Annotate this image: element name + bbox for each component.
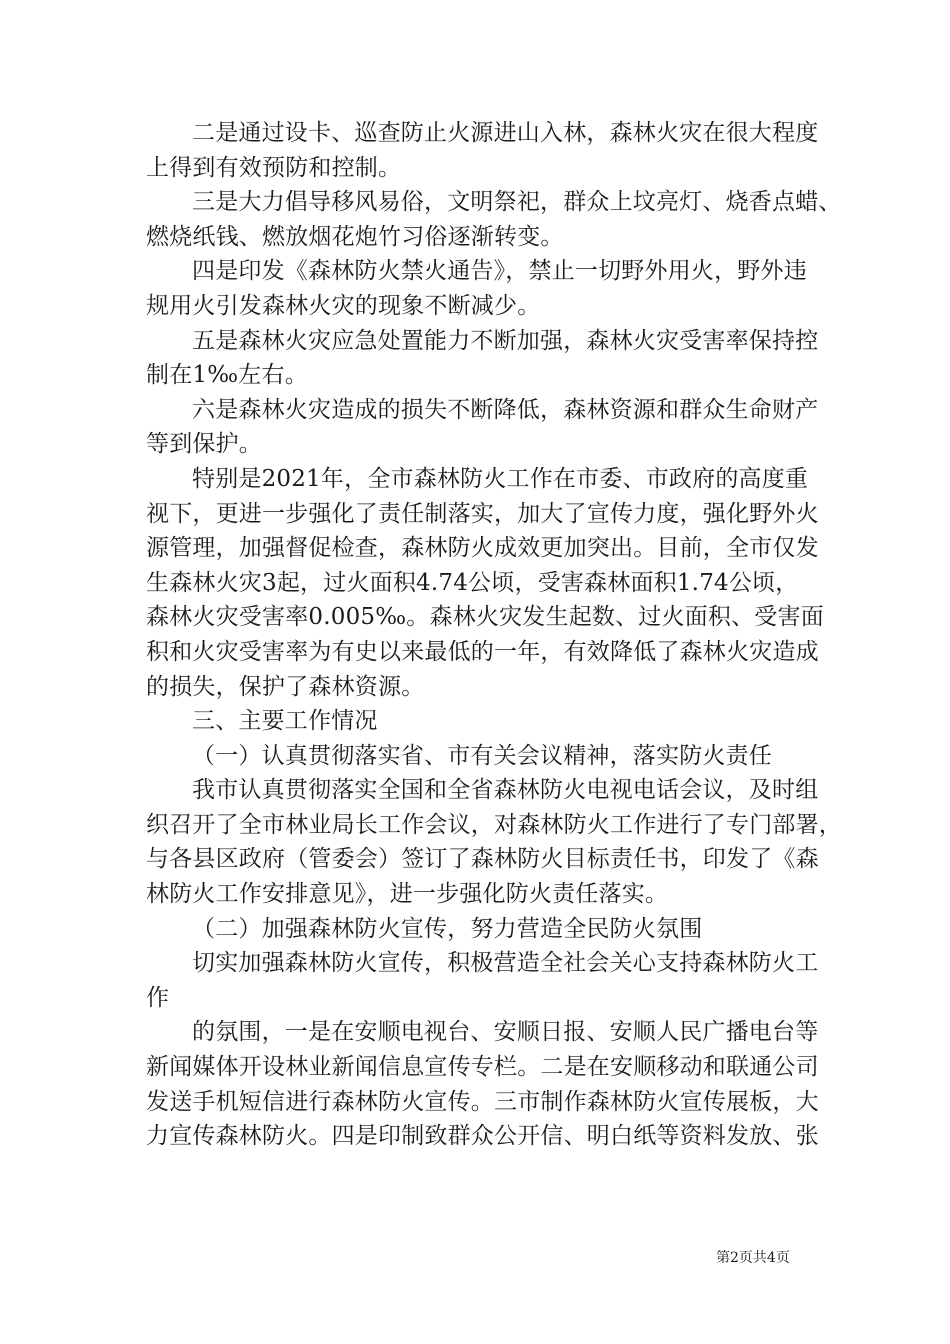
paragraph-line: 燃烧纸钱、燃放烟花炮竹习俗逐渐转变。: [146, 223, 564, 250]
paragraph-line: 我市认真贯彻落实全国和全省森林防火电视电话会议，及时组: [192, 777, 819, 804]
paragraph-line: 规用火引发森林火灾的现象不断减少。: [146, 292, 541, 319]
paragraph-line: 的损失，保护了森林资源。: [146, 673, 425, 700]
paragraph-line: 林防火工作安排意见》，进一步强化防火责任落实。: [146, 881, 669, 908]
paragraph-line: 二是通过设卡、巡查防止火源进山入林，森林火灾在很大程度: [192, 120, 819, 146]
paragraph-line: 与各县区政府（管委会）签订了森林防火目标责任书，印发了《森: [146, 846, 819, 873]
paragraph-line: 制在1‰左右。: [146, 362, 308, 389]
paragraph-line: 发送手机短信进行森林防火宣传。三市制作森林防火宣传展板，大: [146, 1088, 819, 1115]
paragraph-line: 等到保护。: [146, 431, 262, 458]
paragraph-line: 生森林火灾3起，过火面积4.74公顷，受害森林面积1.74公顷，: [146, 569, 799, 596]
subsection-heading: （二）加强森林防火宣传，努力营造全民防火氛围: [192, 915, 703, 942]
section-heading: 三、主要工作情况: [192, 708, 378, 735]
paragraph-line: 的氛围，一是在安顺电视台、安顺日报、安顺人民广播电台等: [192, 1019, 819, 1046]
paragraph-line: 五是森林火灾应急处置能力不断加强，森林火灾受害率保持控: [192, 327, 819, 354]
page-number: 第2页共4页: [716, 1250, 790, 1266]
paragraph-line: 作: [146, 984, 170, 1011]
paragraph-line: 视下，更进一步强化了责任制落实，加大了宣传力度，强化野外火: [146, 500, 819, 527]
paragraph-line: 新闻媒体开设林业新闻信息宣传专栏。二是在安顺移动和联通公司: [146, 1054, 819, 1081]
paragraph-line: 三是大力倡导移风易俗，文明祭祀，群众上坟亮灯、烧香点蜡、: [192, 189, 842, 216]
paragraph-line: 织召开了全市林业局长工作会议，对森林防火工作进行了专门部署，: [146, 811, 842, 838]
paragraph-line: 特别是2021年，全市森林防火工作在市委、市政府的高度重: [192, 465, 809, 492]
paragraph-line: 上得到有效预防和控制。: [146, 154, 402, 181]
paragraph-line: 六是森林火灾造成的损失不断降低，森林资源和群众生命财产: [192, 396, 819, 423]
subsection-heading: （一）认真贯彻落实省、市有关会议精神，落实防火责任: [192, 742, 772, 769]
paragraph-line: 源管理，加强督促检查，森林防火成效更加突出。目前，全市仅发: [146, 535, 819, 562]
paragraph-line: 切实加强森林防火宣传，积极营造全社会关心支持森林防火工: [192, 950, 819, 977]
document-body: [146, 116, 842, 1154]
paragraph-line: 森林火灾受害率0.005‰。森林火灾发生起数、过火面积、受害面: [146, 604, 824, 631]
paragraph-line: 四是印发《森林防火禁火通告》，禁止一切野外用火，野外违: [192, 258, 807, 285]
paragraph-line: 力宣传森林防火。四是印制致群众公开信、明白纸等资料发放、张: [146, 1123, 819, 1150]
paragraph-line: 积和火灾受害率为有史以来最低的一年，有效降低了森林火灾造成: [146, 638, 819, 665]
